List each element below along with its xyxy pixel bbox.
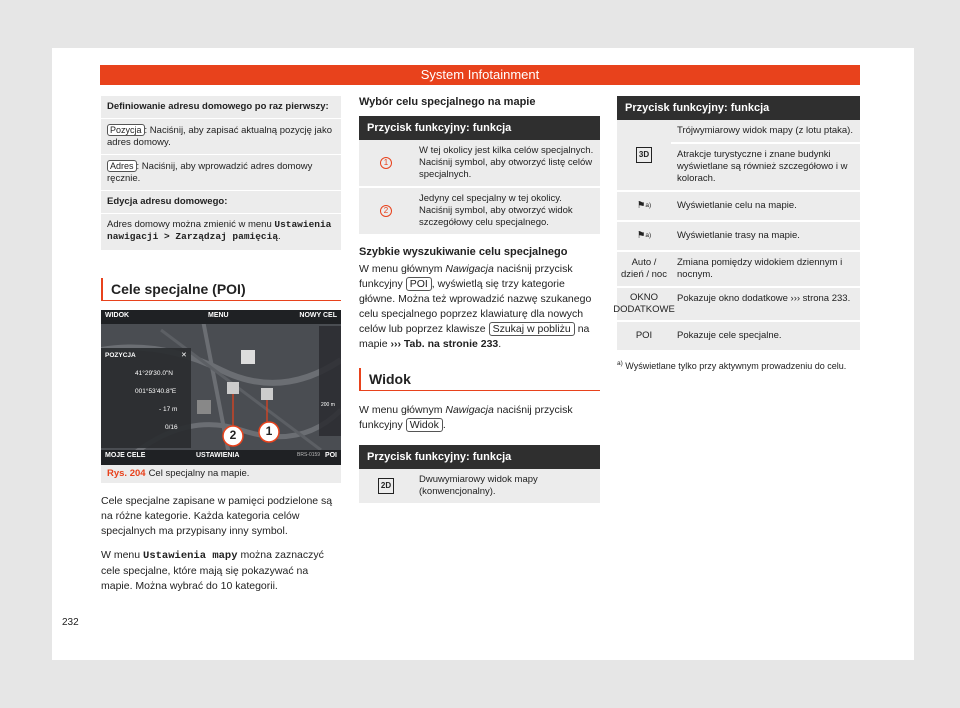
qs-text-e: . [498,338,502,350]
home-box-row-position [101,119,341,155]
address-button-label: Adres [107,160,137,172]
row-text: Dwuwymiarowy widok mapy (konwencjonalny). [419,474,538,497]
map-scale: 200 m [321,402,335,408]
footnote-ref: a) [645,202,652,209]
home-box-row-address [101,155,341,191]
map-altitude: - 17 m [159,406,178,413]
qs-text-a: W menu głównym [359,263,446,275]
row-text: Zmiana pomiędzy widokiem dziennym i nocnym. [677,257,843,280]
view-button-label: Widok [406,418,443,432]
poi-paragraph-2 [101,548,341,594]
position-button-label: Pozycja [107,124,145,136]
map-marker-2: 2 [229,428,237,442]
caption-text: Cel specjalny na mapie. [148,468,250,479]
map-longitude: 001°53'40.8"E [135,388,177,395]
footnote-text: Wyświetlane tylko przy aktywnym prowadzeniu do celu. [625,361,847,371]
row-text: Pokazuje cele specjalne. [677,330,782,341]
qs-text-c: , wyświetlą się trzy kategorie główne. Można też wprowadzić nazwę szukanego celu specjalnego poprzez klawiaturę dla nowych celów lub poprzez klawisze [359,278,592,335]
page-reference-link: ››› Tab. na stronie 233 [390,338,499,350]
quick-search-paragraph [359,262,600,352]
table-view-continued [613,96,860,352]
map-marker-1: 1 [265,424,273,438]
map-menu-button: MENU [208,312,229,319]
qs-nav-menu: Nawigacja [445,263,494,275]
home-box-row-address-text: : Naciśnij, aby wprowadzić adres domowy ręcznie. [107,161,313,184]
home-edit-title: Edycja adresu domowego: [101,191,341,214]
poi-paragraph-2-b: można zaznaczyć cele specjalne, które mają się pokazywać na mapie. Można wybrać do 10 kategorii. [101,549,324,592]
qs-text-b: naciśnij przycisk funkcyjny [359,263,573,290]
qs-text-d: na mapie [359,323,590,350]
map-latitude: 41°29'30.0"N [135,370,173,377]
table-poi-map [359,116,600,236]
table-poi-map-header: Przycisk funkcyjny: funkcja [359,116,600,140]
map-gps-count: 0/16 [165,424,178,431]
map-my-destinations-button: MOJE CELE [105,452,146,459]
view-text-b: naciśnij przycisk funkcyjny [359,404,573,431]
section-title-view: Widok [359,368,600,391]
view-nav-menu: Nawigacja [445,404,494,416]
map-new-destination-button: NOWY CEL [299,312,337,319]
close-icon: ✕ [181,352,187,359]
home-box-title: Definiowanie adresu domowego po raz pierwszy: [101,96,341,119]
table-row [359,140,600,188]
column-middle [359,96,600,505]
flag-destination-icon: ⚑ [636,200,646,211]
table-view-continued-header: Przycisk funkcyjny: funkcja [617,96,860,120]
poi-paragraph-1: Cele specjalne zapisane w pamięci podzielone są na różne kategorie. Każda kategoria celów specjalnych ma przypisany inny symbol. [101,495,333,537]
home-edit-menu: Ustawienia nawigacji > Zarządzaj pamięcią [107,219,332,242]
view-text-c: . [442,419,446,431]
table-row [359,469,600,505]
row-text: Atrakcje turystyczne i znane budynki wyświetlane są również szczegółowo i w kolorach. [677,149,848,184]
home-edit-text: Adres domowy można zmienić w menu [107,219,275,230]
search-nearby-button-label: Szukaj w pobliżu [489,322,575,336]
row-text: Wyświetlanie celu na mapie. [677,200,797,211]
map-settings-button: USTAWIENIA [196,452,240,459]
poi-button-label: POI [406,277,432,291]
home-box-row-position-text: : Naciśnij, aby zapisać aktualną pozycję jako adres domowy. [107,125,332,148]
row-text: Trójwymiarowy widok mapy (z lotu ptaka). [671,120,860,144]
table-row-auto [617,252,860,288]
map-3d-icon: 3D [636,147,652,163]
row-text: Wyświetlanie trasy na mapie. [677,230,800,241]
map-settings-menu-name: Ustawienia mapy [143,550,238,562]
map-position-title: POZYCJA [105,352,136,359]
row-text: W tej okolicy jest kilka celów specjalnych. Naciśnij symbol, aby otworzyć listę celów specjalnych. [419,145,594,180]
figure-code: BRS-0159 [297,452,321,458]
map-2d-icon: 2D [378,478,394,494]
row-text: Jedyny cel specjalny w tej okolicy. Naciśnij symbol, aby otworzyć widok szczegółowy celu specjalnego. [419,193,573,228]
table-view-header: Przycisk funkcyjny: funkcja [359,445,600,469]
footnote-ref: a) [645,232,652,239]
footnote-mark: a) [617,360,623,367]
row-key: OKNO DODATKOWE [613,292,675,315]
table-row-poi [617,322,860,352]
view-text-a: W menu głównym [359,404,446,416]
home-edit-end: . [278,231,281,242]
page-header: System Infotainment [100,65,860,85]
table-row-3d [617,120,860,192]
map-poi-button: POI [324,452,337,459]
footnote [617,358,860,372]
table-row [359,188,600,236]
row-key: POI [635,330,653,341]
section-title-poi: Cele specjalne (POI) [101,278,341,301]
column-left [101,96,341,301]
page-number: 232 [62,617,79,628]
home-edit-row [101,214,341,250]
caption-label: Rys. 204 [107,468,146,479]
map-figure [101,310,341,465]
table-row-flag-route [617,222,860,252]
row-number-1: 1 [380,157,392,169]
row-key: Auto / dzień / noc [621,257,667,280]
flag-route-icon: ⚑ [636,230,646,241]
home-address-box [101,96,341,250]
row-text: Pokazuje okno dodatkowe ››› strona 233. [677,293,851,304]
table-view [359,445,600,505]
table-row-flag-destination [617,192,860,222]
column-right [613,96,860,372]
view-paragraph [359,403,600,433]
table-row-extra-window [613,288,860,322]
heading-quick-search: Szybkie wyszukiwanie celu specjalnego [359,246,568,258]
poi-paragraph-2-a: W menu [101,549,144,561]
map-view-button: WIDOK [105,312,130,319]
figure-caption [101,465,341,483]
row-number-2: 2 [380,205,392,217]
heading-select-poi: Wybór celu specjalnego na mapie [359,96,536,108]
